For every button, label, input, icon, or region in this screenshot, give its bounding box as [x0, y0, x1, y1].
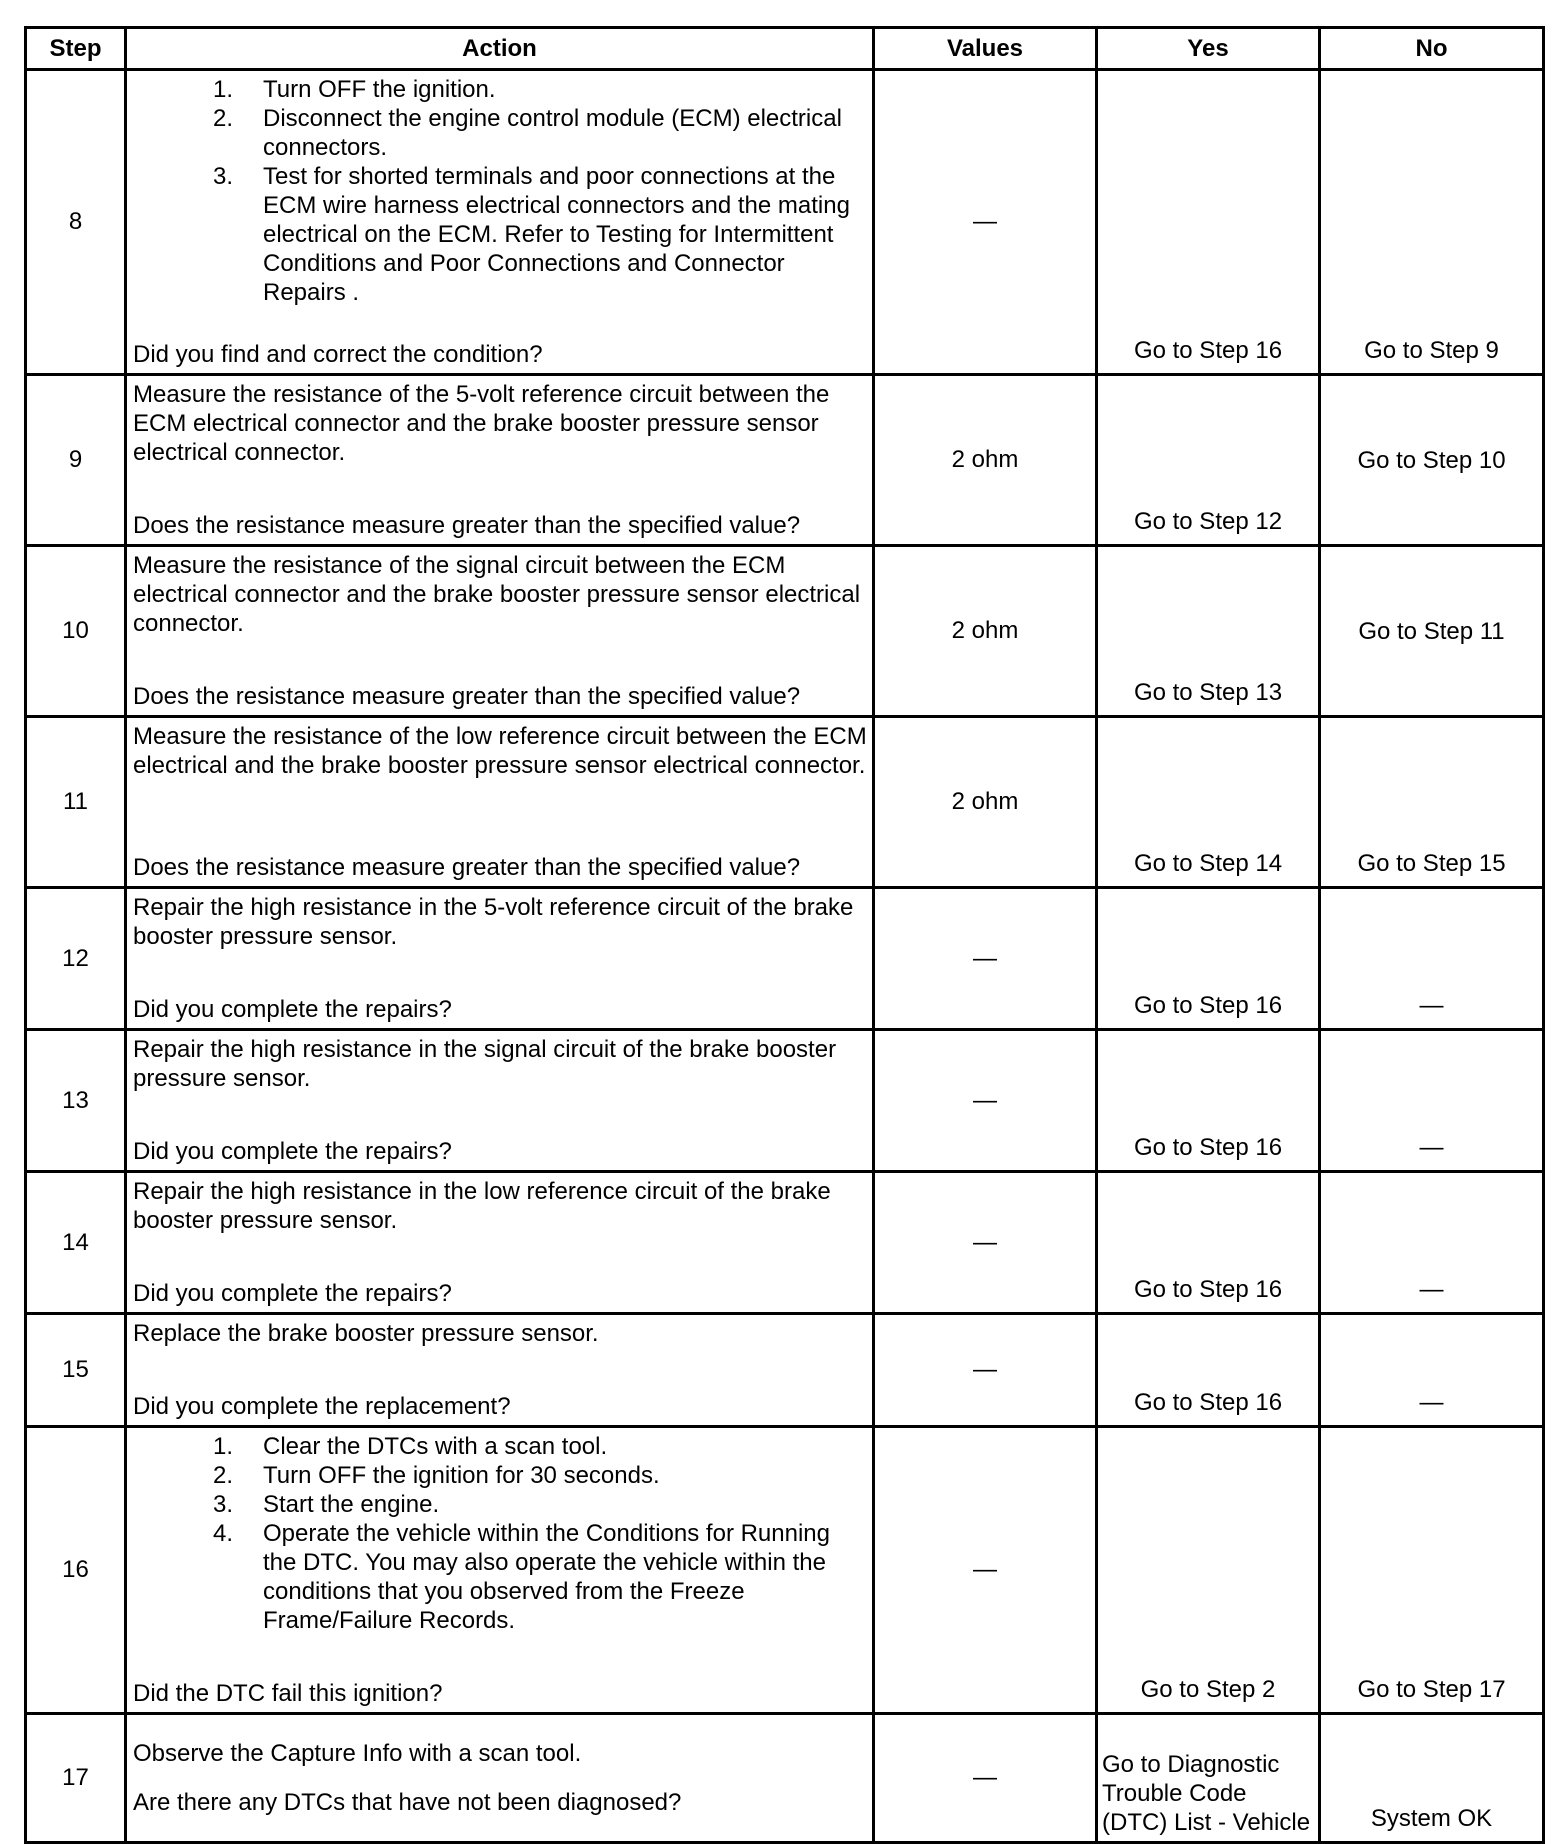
- list-item: 3. Test for shorted terminals and poor connections at the ECM wire harness electrical connectors and the mating electrical on the ECM. Refer to Testing for Intermittent Conditions and Poor Connections and Connector Repairs .: [212, 163, 850, 306]
- no-cell: —: [1320, 1030, 1544, 1172]
- list-item: 2. Disconnect the engine control module (ECM) electrical connectors.: [212, 105, 842, 161]
- step-number: 10: [26, 546, 126, 717]
- action-cell: [126, 1427, 874, 1714]
- action-description: Repair the high resistance in the low reference circuit of the brake booster pressure sensor.: [133, 1178, 831, 1234]
- header-step: Step: [26, 28, 126, 70]
- no-cell: —: [1320, 1314, 1544, 1427]
- no-cell: Go to Step 15: [1320, 717, 1544, 888]
- list-item: 1. Clear the DTCs with a scan tool.: [212, 1433, 608, 1460]
- action-cell: [126, 888, 874, 1030]
- header-yes: Yes: [1097, 28, 1320, 70]
- values-cell: —: [874, 1172, 1097, 1314]
- action-description: Replace the brake booster pressure sensor.: [133, 1320, 599, 1347]
- action-question: Are there any DTCs that have not been diagnosed?: [133, 1789, 682, 1816]
- step-number: 15: [26, 1314, 126, 1427]
- no-cell: Go to Step 17: [1320, 1427, 1544, 1714]
- action-cell: [126, 546, 874, 717]
- yes-cell: Go to Step 16: [1097, 1172, 1320, 1314]
- values-cell: 2 ohm: [874, 375, 1097, 546]
- action-question: Did you find and correct the condition?: [133, 341, 543, 368]
- yes-cell: Go to Step 16: [1097, 888, 1320, 1030]
- table-row: [26, 1427, 1544, 1714]
- step-number: 13: [26, 1030, 126, 1172]
- no-cell: —: [1320, 888, 1544, 1030]
- no-cell: Go to Step 9: [1320, 70, 1544, 375]
- action-question: Did the DTC fail this ignition?: [133, 1680, 443, 1707]
- table-row: [26, 1030, 1544, 1172]
- yes-cell: Go to Step 16: [1097, 1030, 1320, 1172]
- no-cell: Go to Step 11: [1320, 546, 1544, 717]
- no-cell: —: [1320, 1172, 1544, 1314]
- action-cell: [126, 70, 874, 375]
- action-question: Did you complete the repairs?: [133, 1280, 452, 1307]
- action-question: Did you complete the replacement?: [133, 1393, 511, 1420]
- action-cell: [126, 1172, 874, 1314]
- step-number: 8: [26, 70, 126, 375]
- values-cell: —: [874, 1427, 1097, 1714]
- diagnostic-table: [24, 26, 1545, 1844]
- no-cell: Go to Step 10: [1320, 375, 1544, 546]
- step-number: 9: [26, 375, 126, 546]
- values-cell: —: [874, 1714, 1097, 1843]
- header-no: No: [1320, 28, 1544, 70]
- action-question: Does the resistance measure greater than the specified value?: [133, 512, 801, 539]
- no-cell: System OK: [1320, 1714, 1544, 1843]
- action-description: Measure the resistance of the signal circuit between the ECM electrical connector and the brake booster pressure sensor electrical connector.: [133, 552, 861, 637]
- table-row: [26, 1714, 1544, 1843]
- yes-cell: Go to Diagnostic Trouble Code (DTC) List - Vehicle: [1097, 1714, 1320, 1843]
- values-cell: —: [874, 70, 1097, 375]
- yes-cell: Go to Step 2: [1097, 1427, 1320, 1714]
- list-item: 3. Start the engine.: [212, 1491, 440, 1518]
- action-cell: [126, 717, 874, 888]
- action-cell: [126, 1714, 874, 1843]
- action-description: Repair the high resistance in the 5-volt reference circuit of the brake booster pressure sensor.: [133, 894, 854, 950]
- yes-cell: Go to Step 16: [1097, 1314, 1320, 1427]
- step-number: 14: [26, 1172, 126, 1314]
- step-number: 17: [26, 1714, 126, 1843]
- table-row: [26, 70, 1544, 375]
- values-cell: 2 ohm: [874, 717, 1097, 888]
- values-cell: 2 ohm: [874, 546, 1097, 717]
- yes-cell: Go to Step 12: [1097, 375, 1320, 546]
- step-number: 16: [26, 1427, 126, 1714]
- action-cell: [126, 1314, 874, 1427]
- action-question: Does the resistance measure greater than the specified value?: [133, 683, 801, 710]
- table-row: [26, 888, 1544, 1030]
- substep-list: [133, 75, 868, 307]
- table-row: [26, 375, 1544, 546]
- table-row: [26, 1172, 1544, 1314]
- yes-cell: Go to Step 13: [1097, 546, 1320, 717]
- table-row: [26, 717, 1544, 888]
- values-cell: —: [874, 1030, 1097, 1172]
- list-item: 2. Turn OFF the ignition for 30 seconds.: [212, 1462, 660, 1489]
- table-row: [26, 546, 1544, 717]
- action-question: Did you complete the repairs?: [133, 996, 452, 1023]
- action-cell: [126, 1030, 874, 1172]
- substep-list: [133, 1432, 868, 1635]
- action-description: Repair the high resistance in the signal circuit of the brake booster pressure sensor.: [133, 1036, 837, 1092]
- table-row: [26, 1314, 1544, 1427]
- yes-cell: Go to Step 14: [1097, 717, 1320, 888]
- step-number: 12: [26, 888, 126, 1030]
- list-item: 1. Turn OFF the ignition.: [212, 76, 496, 103]
- action-description: Observe the Capture Info with a scan tool.: [133, 1740, 582, 1767]
- action-question: Does the resistance measure greater than the specified value?: [133, 854, 801, 881]
- header-values: Values: [874, 28, 1097, 70]
- yes-cell: Go to Step 16: [1097, 70, 1320, 375]
- action-cell: [126, 375, 874, 546]
- values-cell: —: [874, 888, 1097, 1030]
- action-description: Measure the resistance of the 5-volt reference circuit between the ECM electrical connector and the brake booster pressure sensor electrical connector.: [133, 381, 830, 466]
- header-row: [26, 28, 1544, 70]
- header-action: Action: [126, 28, 874, 70]
- action-description: Measure the resistance of the low reference circuit between the ECM electrical and the brake booster pressure sensor electrical connector.: [133, 723, 867, 779]
- values-cell: —: [874, 1314, 1097, 1427]
- step-number: 11: [26, 717, 126, 888]
- action-question: Did you complete the repairs?: [133, 1138, 452, 1165]
- list-item: 4. Operate the vehicle within the Conditions for Running the DTC. You may also operate the vehicle within the conditions that you observed from the Freeze Frame/Failure Records.: [212, 1520, 830, 1634]
